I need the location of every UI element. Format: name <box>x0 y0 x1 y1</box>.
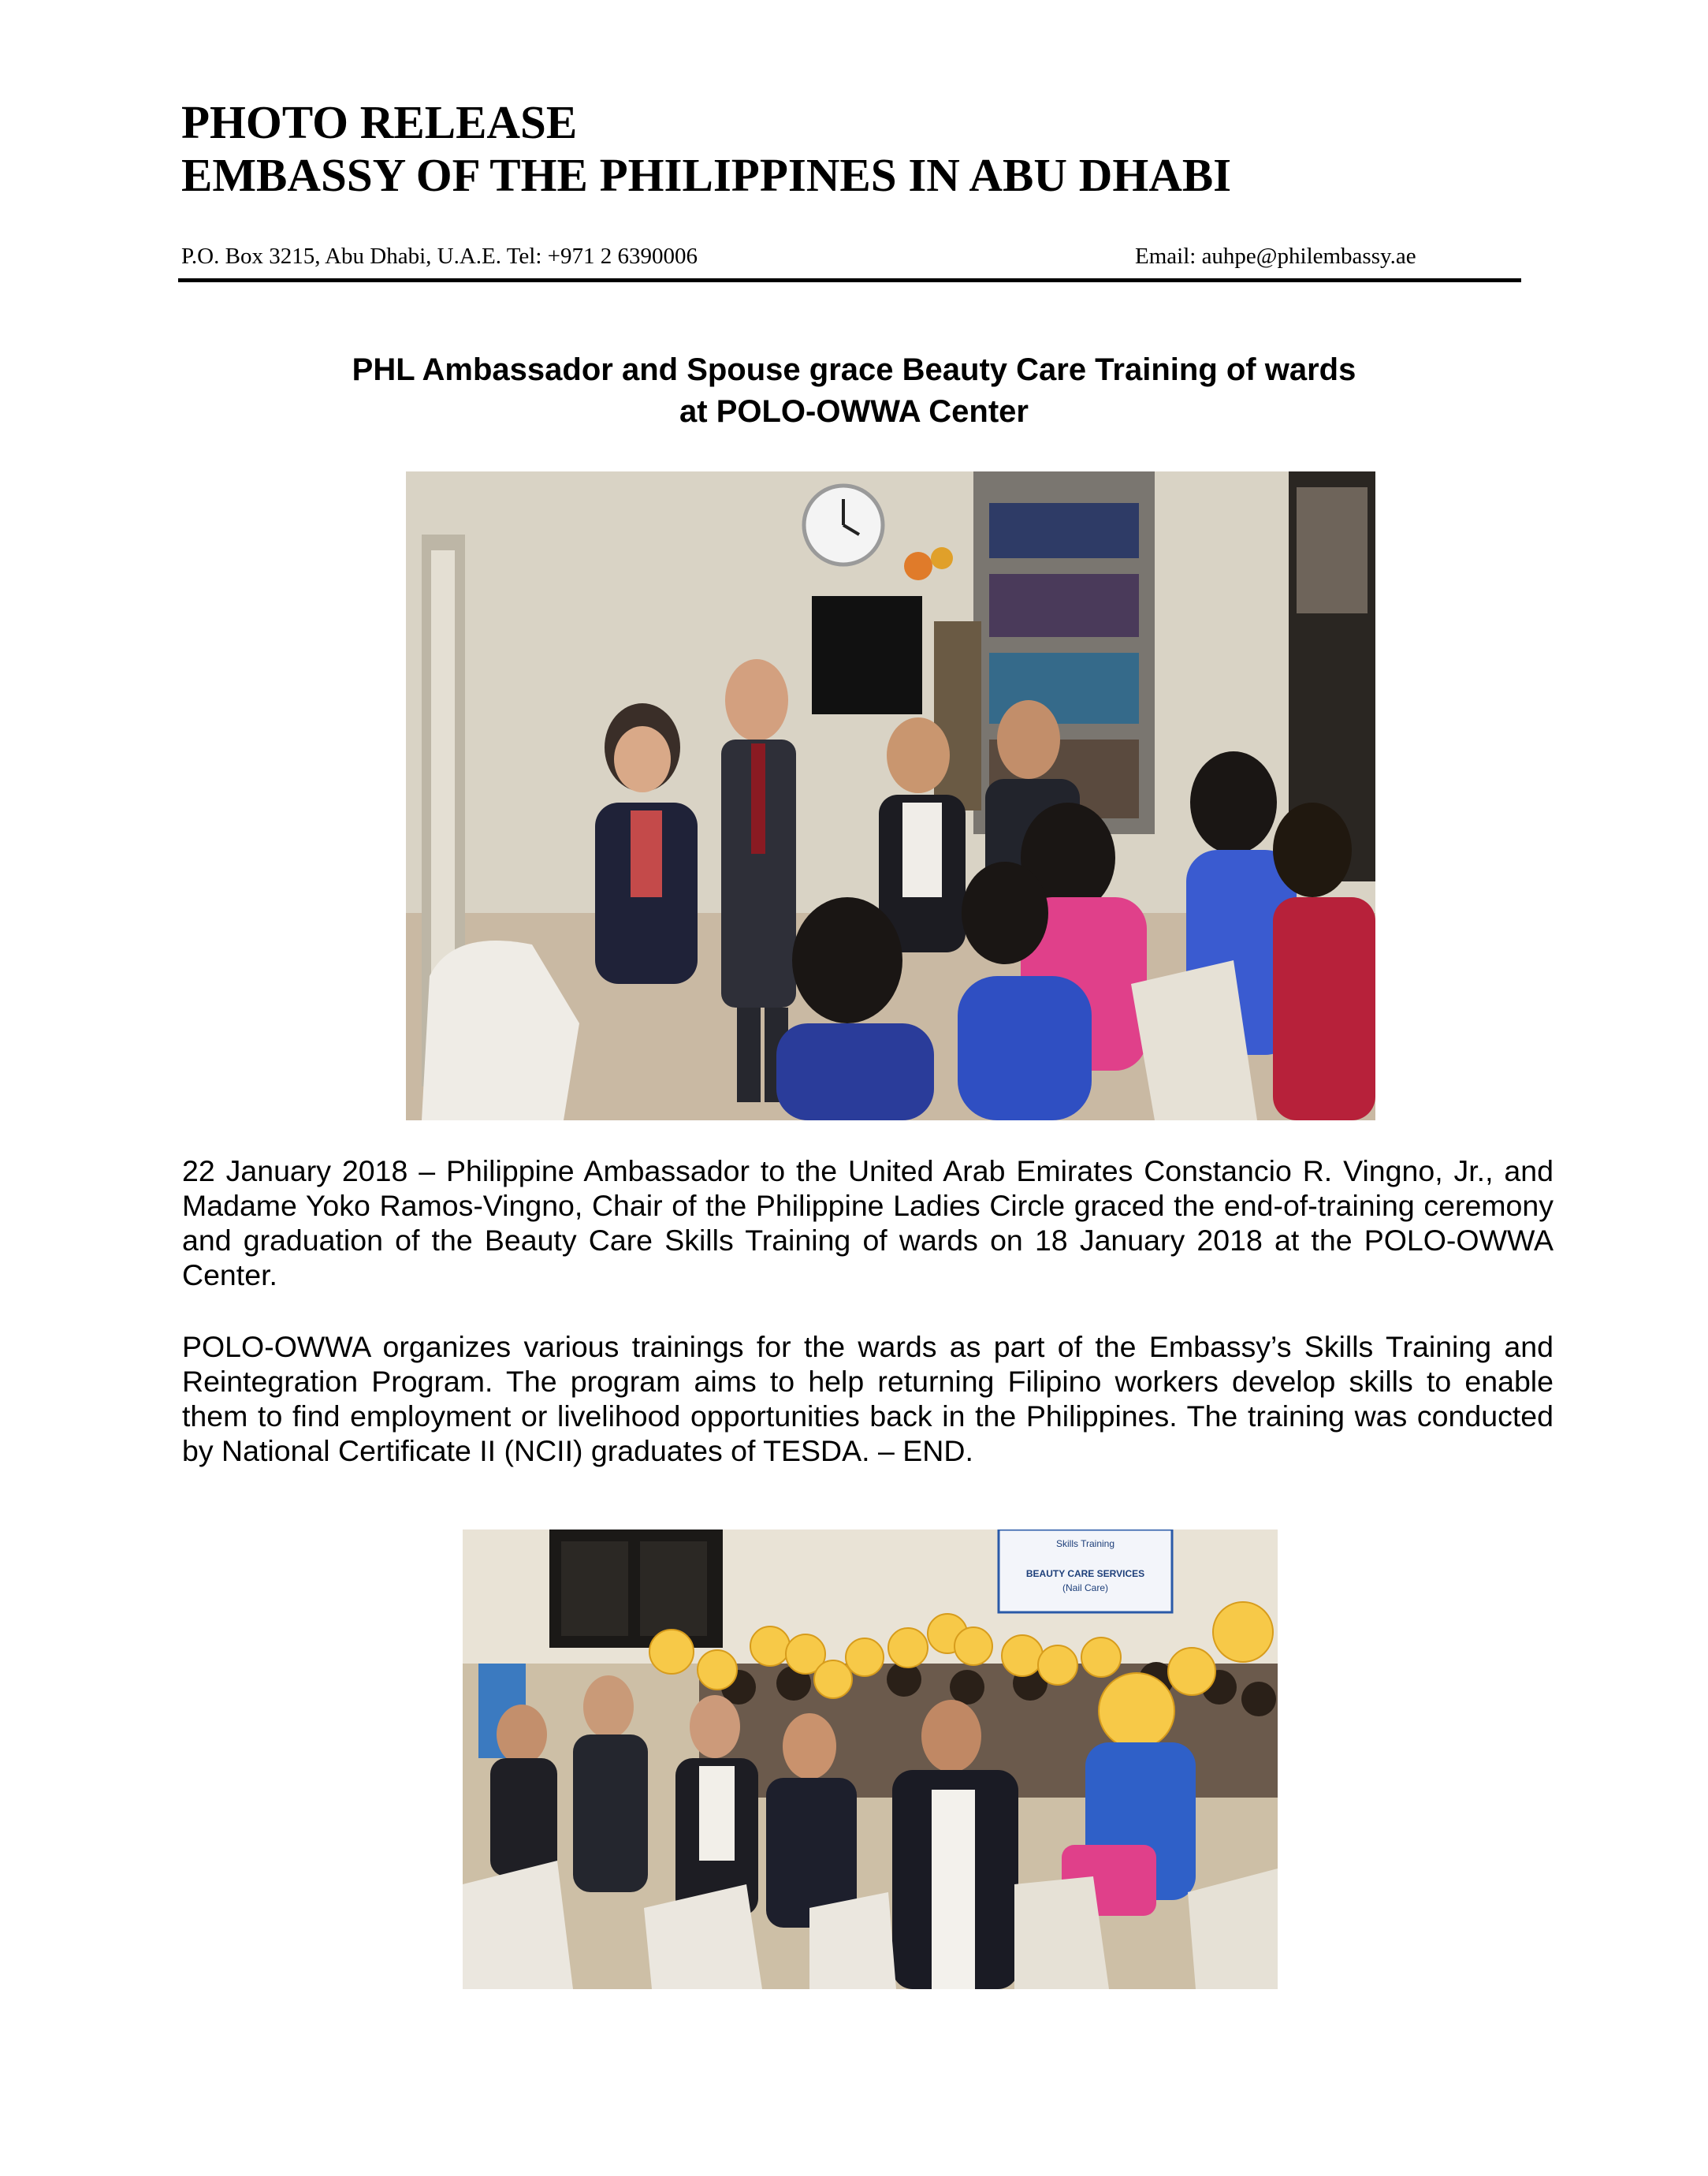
headline-line-1: PHL Ambassador and Spouse grace Beauty Care Training of wards <box>352 352 1356 387</box>
letterhead-embassy-name: EMBASSY OF THE PHILIPPINES IN ABU DHABI <box>181 149 1232 201</box>
training-banner <box>999 1530 1172 1612</box>
banner-line-1: Skills Training <box>1055 1538 1115 1549</box>
letterhead-title: PHOTO RELEASE <box>181 96 578 148</box>
group-photo-image <box>463 1530 1278 1989</box>
banner-line-2: BEAUTY CARE SERVICES <box>1025 1568 1145 1579</box>
banner-line-3: (Nail Care) <box>1062 1582 1109 1593</box>
ceremony-photo-image <box>406 471 1375 1120</box>
group-photo <box>463 1530 1278 1989</box>
body-paragraph-2: POLO-OWWA organizes various trainings for the wards as part of the Embassy’s Skills Training and Reintegration Program. The program aims to help returning Filipino workers develop skills to enable them to find employment or livelihood opportunities back in the Philippines. The training was conducted by National Certificate II (NCII) graduates of TESDA. – END. <box>182 1330 1554 1467</box>
letterhead-divider <box>178 278 1521 282</box>
headline-line-2: at POLO-OWWA Center <box>679 394 1029 429</box>
letterhead-email: Email: auhpe@philembassy.ae <box>1135 244 1416 269</box>
letterhead-address: P.O. Box 3215, Abu Dhabi, U.A.E. Tel: +971 2 6390006 <box>181 244 698 269</box>
ceremony-photo <box>406 471 1375 1120</box>
body-paragraph-1: 22 January 2018 – Philippine Ambassador to the United Arab Emirates Constancio R. Vingno, Jr., and Madame Yoko Ramos-Vingno, Chair of the Philippine Ladies Circle graced the end-of-training ceremony and graduation of the Beauty Care Skills Training of wards on 18 January 2018 at the POLO-OWWA Center. <box>182 1154 1554 1291</box>
wall-clock-icon <box>804 486 883 564</box>
press-headline <box>142 349 1566 433</box>
